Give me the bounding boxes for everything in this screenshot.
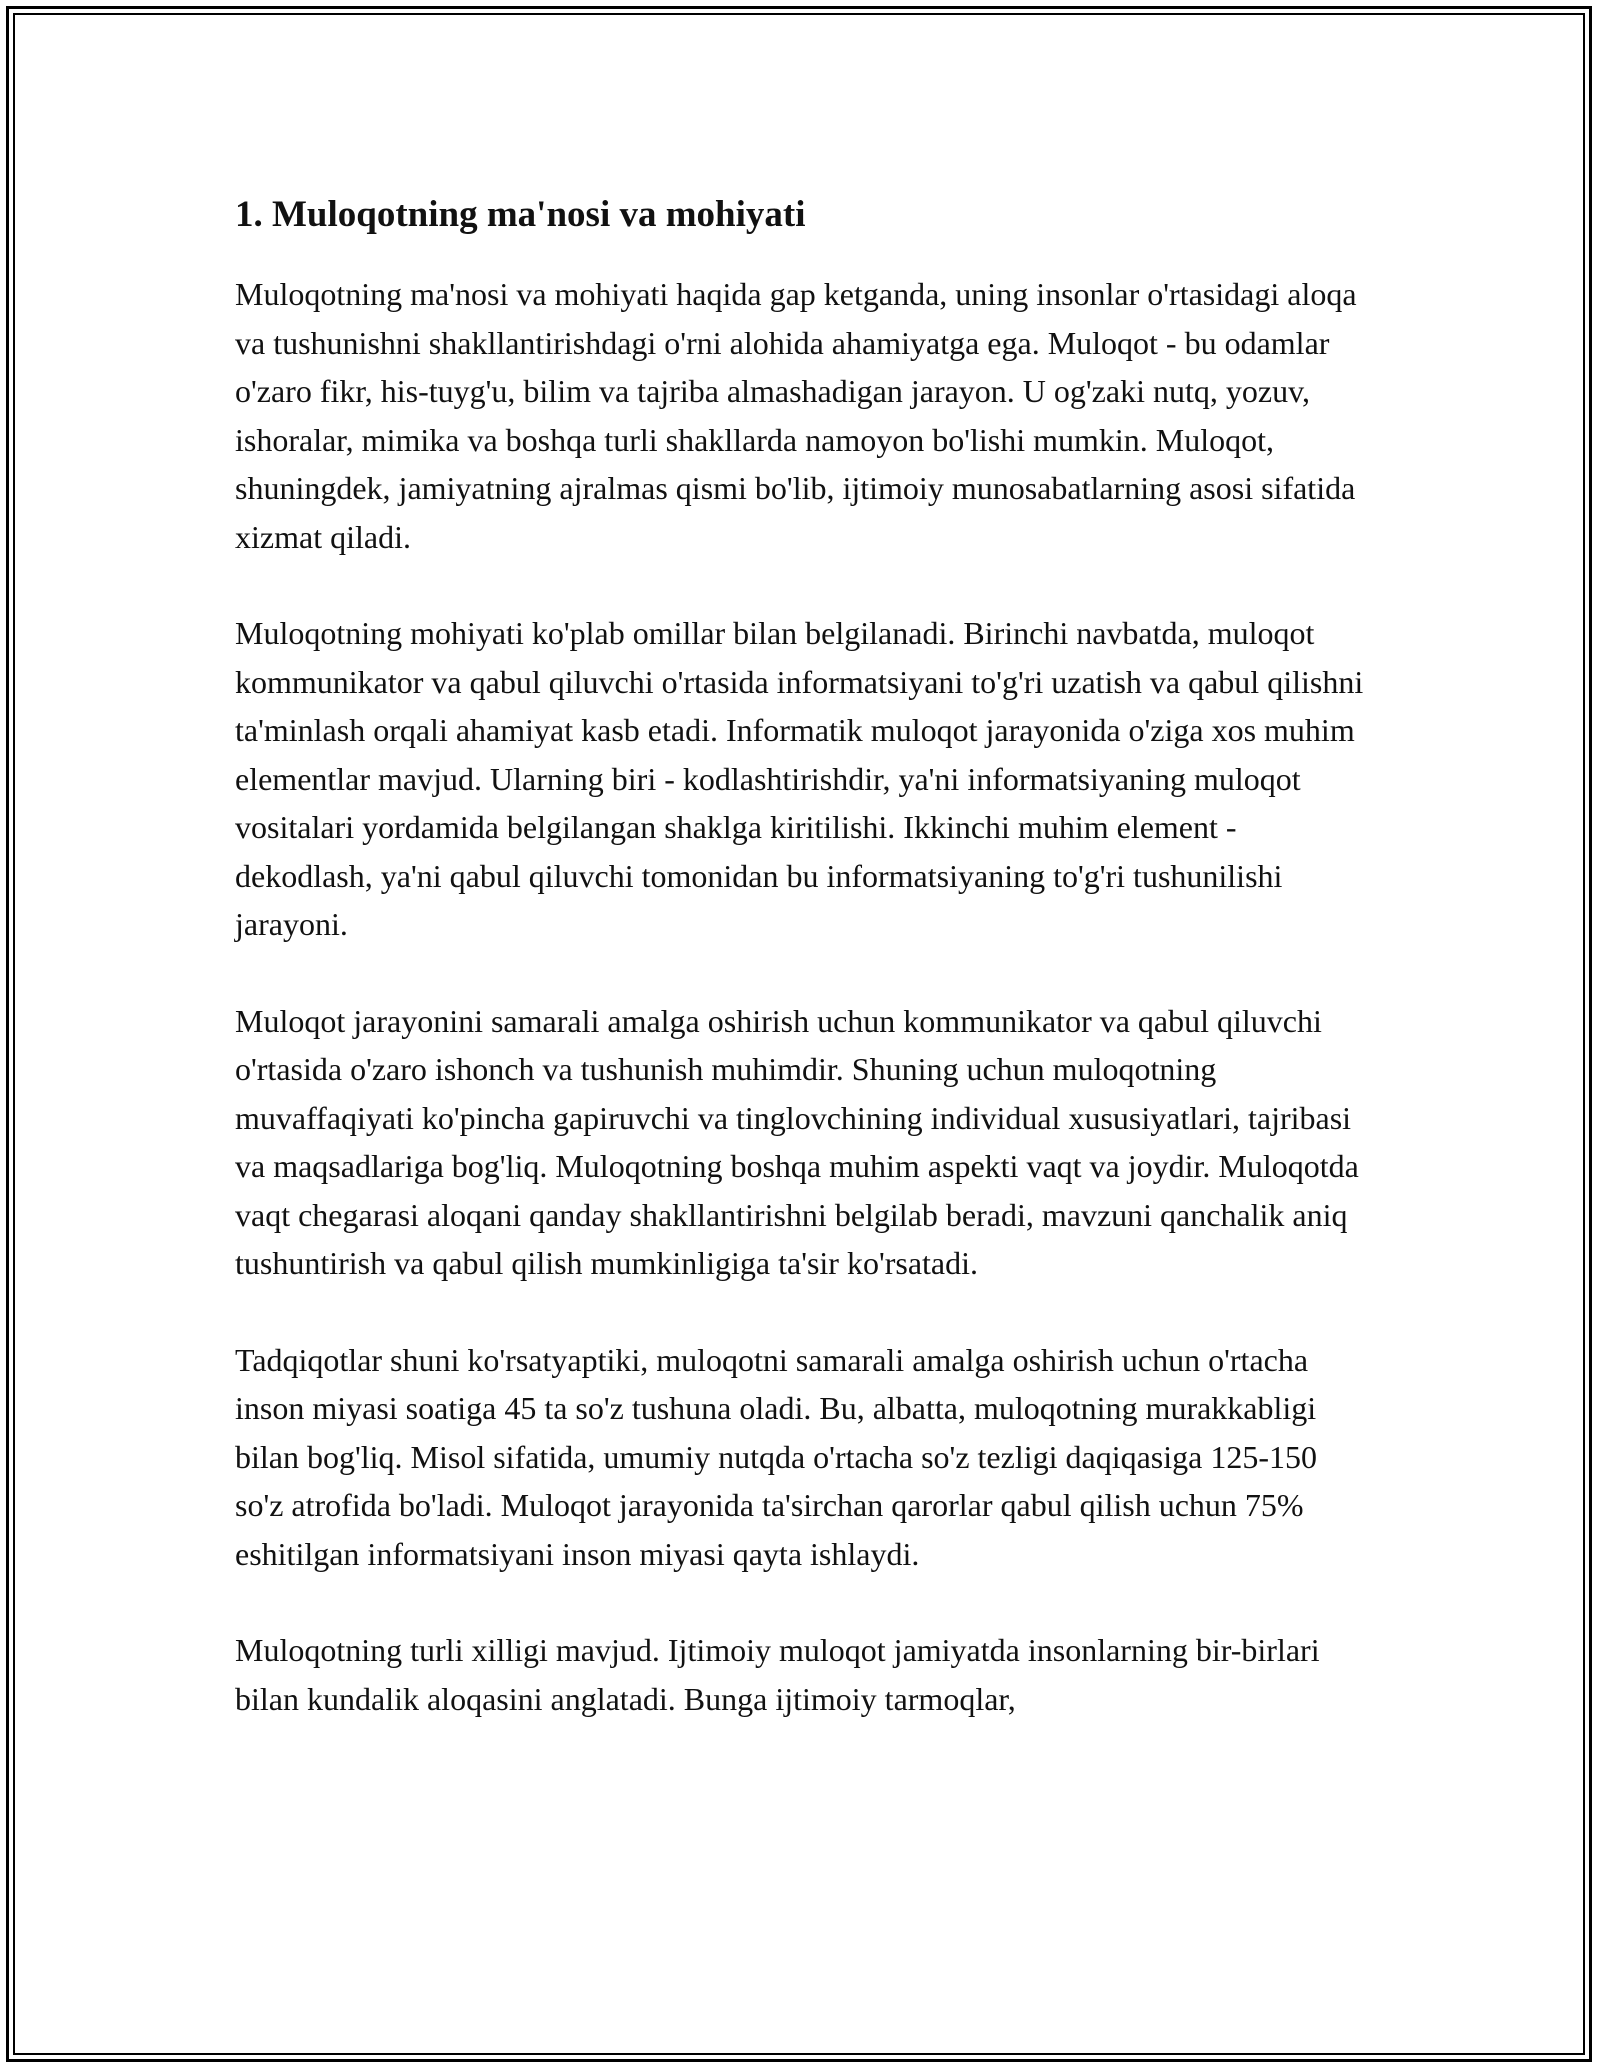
paragraph-5: Muloqotning turli xilligi mavjud. Ijtimoiy muloqot jamiyatda insonlarning bir-birlari bilan kundalik aloqasini anglatadi. Bunga ijtimoiy tarmoqlar, [235, 1632, 1320, 1717]
paragraph-1: Muloqotning ma'nosi va mohiyati haqida gap ketganda, uning insonlar o'rtasidagi aloqa va tushunishni shakllantirishdagi o'rni alohida ahamiyatga ega. Muloqot - bu odamlar o'zaro fikr, his-tuyg'u, bilim va tajriba almashadigan jarayon. U og'zaki nutq, yozuv, ishoralar, mimika va boshqa turli shakllarda namoyon bo'lishi mumkin. Muloqot, shuningdek, jamiyatning ajralmas qismi bo'lib, ijtimoiy munosabatlarning asosi sifatida xizmat qiladi. [235, 276, 1357, 555]
document-body [235, 190, 1365, 1771]
paragraph-3: Muloqot jarayonini samarali amalga oshirish uchun kommunikator va qabul qiluvchi o'rtasida o'zaro ishonch va tushunish muhimdir. Shuning uchun muloqotning muvaffaqiyati ko'pincha gapiruvchi va tinglovchining individual xususiyatlari, tajribasi va maqsadlariga bog'liq. Muloqotning boshqa muhim aspekti vaqt va joydir. Muloqotda vaqt chegarasi aloqani qanday shakllantirishni belgilab beradi, mavzuni qanchalik aniq tushuntirish va qabul qilish mumkinligiga ta'sir ko'rsatadi. [235, 1002, 1359, 1281]
paragraph-2: Muloqotning mohiyati ko'plab omillar bilan belgilanadi. Birinchi navbatda, muloqot kommunikator va qabul qiluvchi o'rtasida informatsiyani to'g'ri uzatish va qabul qilishni ta'minlash orqali ahamiyat kasb etadi. Informatik muloqot jarayonida o'ziga xos muhim elementlar mavjud. Ularning biri - kodlashtirishdir, ya'ni informatsiyaning muloqot vositalari yordamida belgilangan shaklga kiritilishi. Ikkinchi muhim element - dekodlash, ya'ni qabul qiluvchi tomonidan bu informatsiyaning to'g'ri tushunilishi jarayoni. [235, 615, 1364, 942]
paragraph-4: Tadqiqotlar shuni ko'rsatyaptiki, muloqotni samarali amalga oshirish uchun o'rtacha inson miyasi soatiga 45 ta so'z tushuna oladi. Bu, albatta, muloqotning murakkabligi bilan bog'liq. Misol sifatida, umumiy nutqda o'rtacha so'z tezligi daqiqasiga 125-150 so'z atrofida bo'ladi. Muloqot jarayonida ta'sirchan qarorlar qabul qilish uchun 75% eshitilgan informatsiyani inson miyasi qayta ishlaydi. [235, 1341, 1317, 1572]
section-heading: 1. Muloqotning ma'nosi va mohiyati [235, 194, 806, 235]
